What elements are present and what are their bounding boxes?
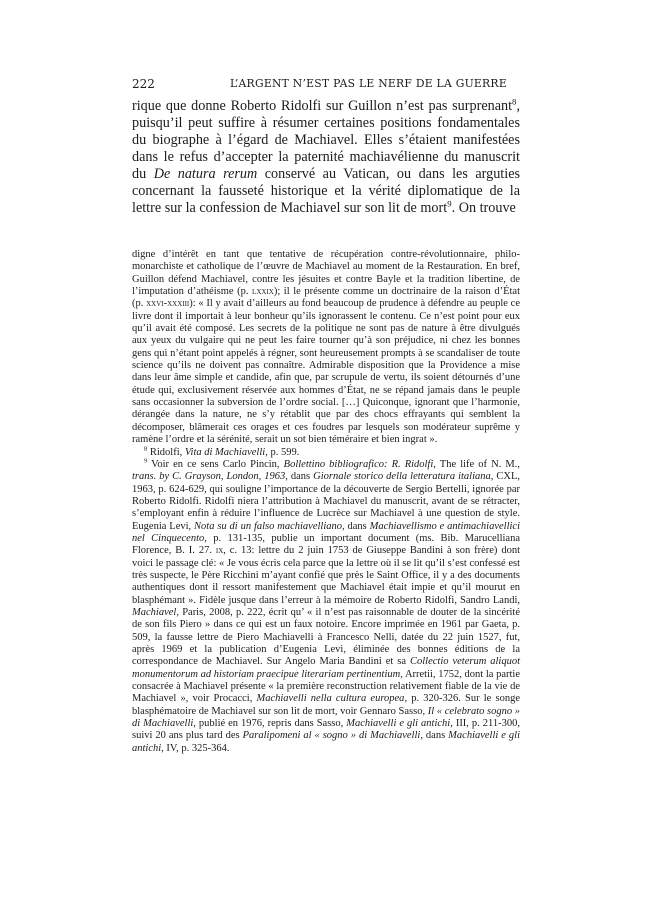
footnote-8: $^8$ Ridolfi, Vita di Machiavelli, p. 599. (144, 445, 300, 458)
footnote-7-continuation: digne d’intérêt en tant que tentative de récupération contre-révolutionnaire, philo-monarchiste et catholique de l’œuvre de Machiavel au moment de la Restauration. En bref, Guillon défend Machiavel, contre les jésuites et contre Bayle et la tradition libertine, de l’imputation d’athéisme (p. lxxix); il le présente comme un doctrinaire de la raison d’État (p. xxvi-xxxiii): « Il y avait d’ailleurs au fond beaucoup de prudence à défendre au peuple ce livre dont il importait à leur bonheur qu’ils ignorassent le contenu. Ce n’est point pour eux qu’il avait été composé. Les secrets de la politique ne sont pas de nature à être divulgués aux yeux du vulgaire qui ne peut les faire tourner qu’à son préjudice, ni chez les bonnes gens qui n’étant point appelés à régner, sont heureusement prompts à se scandaliser de toute science qu’ils ne doivent pas connaître. Admirable disposition que la Providence a mise dans leur âme simple et candide, afin que, par scrupule de vertu, ils soient détournés d’une étude qui, exclusivement réservée aux hommes d’État, ne se répand jamais dans le peuple sans occasionner la subversion de l’ordre social. […] Quiconque, ignorant que l’harmonie, dérangée dans la nature, ne s’y rétablit que par des chocs effrayants qui semblent la décomposer, blâmerait ces orages et ces foudres par lesquels son modérateur suprême y ramène l’ordre et la sérénité, serait un sot bien téméraire et bien ingrat ». (132, 249, 521, 446)
running-header (132, 77, 520, 91)
footnote-number: 8 (144, 445, 148, 452)
main-paragraph: rique que donne Roberto Ridolfi sur Guillon n’est pas surprenant$^8$, puisqu’il peut suffire à résumer certaines positions fondamentales du biographe à l’égard de Machiavel. Elles s’étaient manifestées dans le refus d’accepter la paternité machiavélienne du manuscrit du De natura rerum conservé au Vatican, ou dans les arguties concernant la fausseté historique et la vérité diplomatique de la lettre sur la confession de Machiavel sur son lit de mort$^9$. On trouve (132, 96, 521, 216)
footnote-ref-8[interactable]: 8 (512, 96, 517, 107)
footnote-9: $^9$ Voir en ce sens Carlo Pincin, Bollettino bibliografico: R. Ridolfi, The life of N. M., trans. by C. Grayson, London, 1963, dans Giornale storico della letteratura italiana, CXL, 1963, p. 624-629, qui souligne l’importance de la découverte de Sergio Bertelli, ignorée par Roberto Ridolfi. Ridolfi niera l’attribution à Machiavel du manuscrit, avant de se rétracter, s’employant enfin à réduire l’influence de Lucrèce sur Machiavel à une question de style. Eugenia Levi, Nota su di un falso machiavelliano, dans Machiavellismo e antimachiavellici nel Cinquecento, p. 131-135, publie un important document (ms. Bib. Marucelliana Florence, B. I. 27. ix, c. 13: lettre du 2 juin 1753 de Giuseppe Bandini à son frère) dont voici le passage clé: « Je vous écris cela parce que la lettre où il se lit qu’il s’est confessé est très suspecte, le Père Ricchini m’ayant confié que près le Saint Office, il y a des documents authentiques dont il ressort manifestement que Machiavel était impie et qu’il mourut en blasphémant ». Fidèle jusque dans l’erreur à la mémoire de Roberto Ridolfi, Sandro Landi, Machiavel, Paris, 2008, p. 222, écrit qu’ « il n’est pas raisonnable de douter de la sincérité de son fils Piero » dans ce qui est un faux notoire. Encore imprimée en 1961 par Gaeta, p. 509, la fausse lettre de Piero Machiavelli à Francesco Nelli, datée du 22 juin 1527, fut, après 1969 et la publication d’Eugenia Levi, éliminée des bonnes éditions de la correspondance de Machiavel. Sur Angelo Maria Bandini et sa Collectio veterum aliquot monumentorum ad historiam praecipue literariam pertinentium, Arretii, 1752, dont la partie consacrée à Machiavel présente « la première reconstruction relativement fiable de la vie de Machiavel », voir Procacci, Machiavelli nella cultura europea, p. 320-326. Sur le songe blasphématoire de Machiavel sur son lit de mort, voir Gennaro Sasso, Il « celebrato sogno » di Machiavelli, publié en 1976, repris dans Sasso, Machiavelli e gli antichi, III, p. 211-300, suivi 20 ans plus tard des Paralipomeni al « sogno » di Machiavelli, dans Machiavelli e gli antichi, IV, p. 325-364. (132, 457, 521, 754)
main-text (132, 98, 520, 217)
running-title: L’ARGENT N’EST PAS LE NERF DE LA GUERRE (230, 77, 507, 90)
page-number: 222 (132, 77, 155, 91)
footnotes (132, 249, 520, 755)
footnote-ref-9[interactable]: 9 (447, 198, 452, 209)
footnote-number: 9 (144, 457, 148, 465)
